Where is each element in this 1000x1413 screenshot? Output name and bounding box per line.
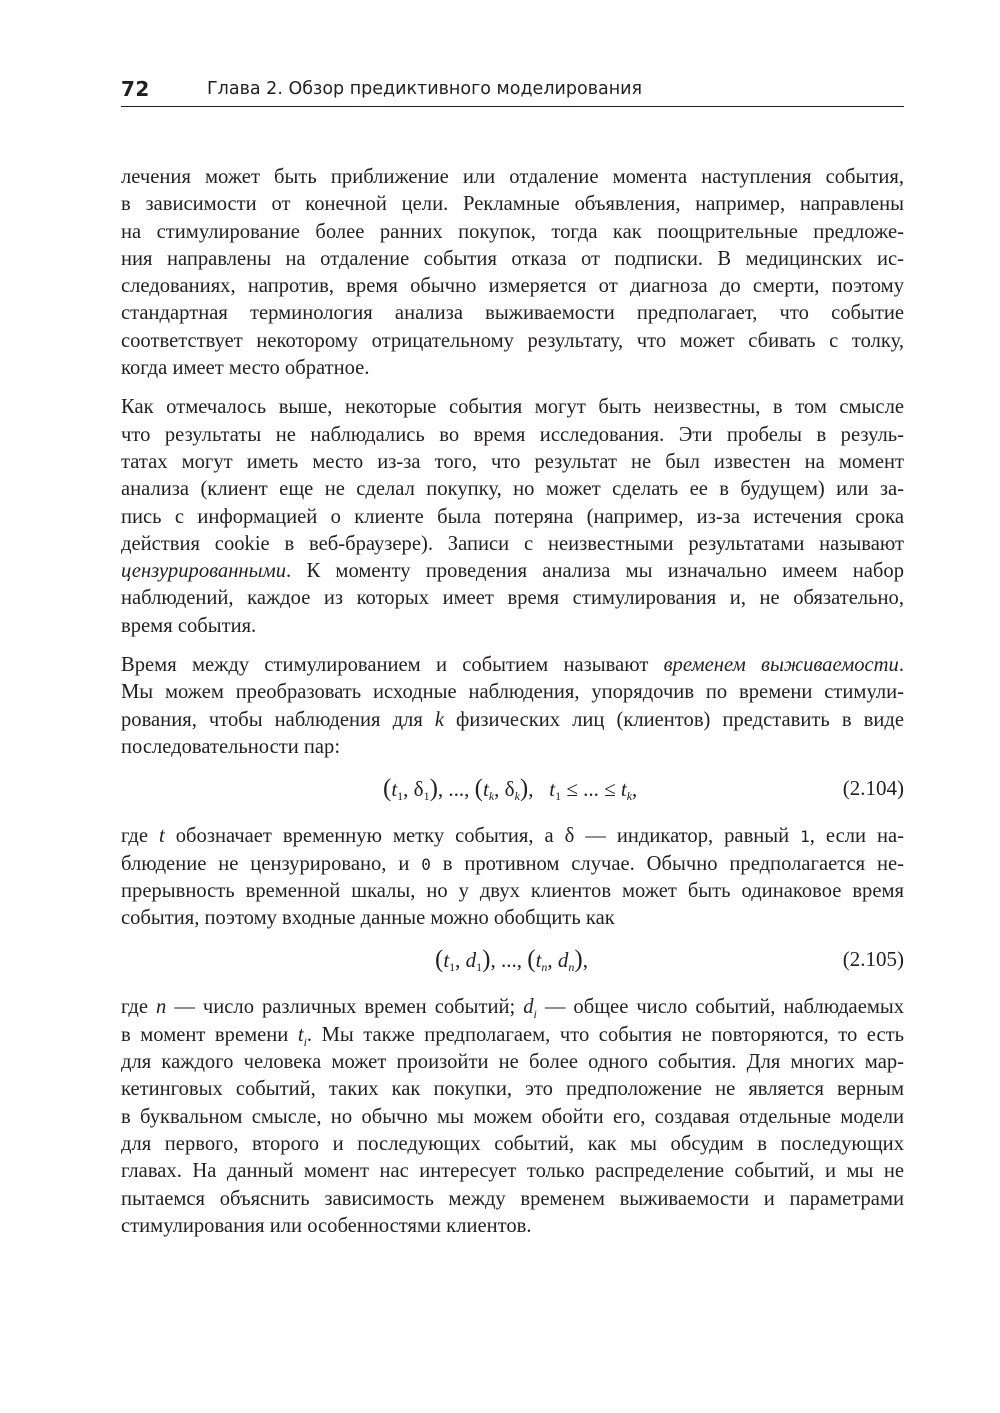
paragraph-5 [121,994,904,1240]
term-censored: цензурированными [121,560,287,583]
text-line: главах. На данный момент нас интересует только распределение событий, и мы не [121,1160,904,1183]
text-line: цензурированными. К моменту проведения анализа мы изначально имеем набор [121,560,904,583]
body-text [121,164,904,1240]
text-line: когда имеет место обратное. [121,357,370,380]
text-line: наблюдений, каждое из которых имеет время стимулирования и, не обязательно, [121,587,904,610]
text-line: действия cookie в веб-браузере). Записи с неизвестными результатами называют [121,532,904,555]
text-line: в зависимости от конечной цели. Рекламные объявления, например, направлены [121,193,904,216]
chapter-title: Глава 2. Обзор предиктивного моделирования [207,79,643,99]
text-line: соответствует некоторому отрицательному результату, что может сбивать с толку, [121,329,904,352]
running-header [121,74,904,107]
text-line: стандартная терминология анализа выживаемости предполагает, что событие [121,302,904,325]
equation-number: (2.104) [842,776,904,801]
text-line: Время между стимулированием и событием называют временем выживаемости. [121,654,904,677]
paragraph-1 [121,164,904,382]
page-number: 72 [121,77,150,101]
equation-formula: ($t_1$, $d_1$), ..., ($t_n$, $d_n$), [435,946,588,975]
text-line: Как отмечалось выше, некоторые события могут быть неизвестны, в том смысле [121,396,904,419]
text-line: рования, чтобы наблюдения для k физических лиц (клиентов) представить в виде [121,708,904,731]
text-line: пытаемся объяснить зависимость между временем выживаемости и параметрами [121,1187,904,1210]
text-line: пись с информацией о клиенте была потеряна (например, из-за истечения срока [121,505,904,528]
text-line: татах могут иметь место из-за того, что результат не был известен на момент [121,450,904,473]
text-line: лечения может быть приближение или отдаление момента наступления события, [121,166,904,188]
text-line: события, поэтому входные данные можно обобщить как [121,907,615,930]
equation-2-105 [121,932,904,994]
text-line: кетинговых событий, таких как покупки, это предположение не является верным [121,1078,904,1101]
text-line: последовательности пар: [121,735,341,758]
text-line: где n — число различных времен событий; $d_i$ — общее число событий, наблюдаемых [121,996,904,1022]
term-survival-time: временем выживаемости [663,654,899,677]
text-line: следованиях, напротив, время обычно измеряется от диагноза до смерти, поэтому [121,275,904,298]
variable-k: k [434,708,444,731]
text-line: что результаты не наблюдались во время исследования. Эти пробелы в резуль- [121,423,904,446]
text-line: анализа (клиент еще не сделал покупку, но может сделать ее в будущем) или за- [121,478,904,501]
paragraph-3 [121,652,904,761]
text-line: для первого, второго и последующих событий, как мы обсудим в последующих [121,1132,904,1155]
text-line: ния направлены на отдаление события отказа от подписки. В медицинских ис- [121,247,904,270]
text-line: в момент времени $t_i$. Мы также предполагаем, что события не повторяются, то есть [121,1023,904,1049]
text-line: время события. [121,614,257,637]
equation-formula: ($t_1$, $\delta_1$), ..., ($t_k$, $\delta_k$), $t_1$ ≤ ... ≤ $t_k$, [383,775,638,804]
text-line: в буквальном смысле, но обычно мы можем обойти его, создавая отдельные модели [121,1105,904,1128]
text-line: блюдение не цензурировано, и 0 в противном случае. Обычно предполагается не- [121,852,905,875]
text-line: Мы можем преобразовать исходные наблюдения, упорядочив по времени стимули- [121,681,904,704]
text-line: на стимулирование более ранних покупок, тогда как поощрительные предложе- [121,220,904,243]
paragraph-4 [121,823,904,932]
equation-number: (2.105) [842,947,904,972]
text-line: для каждого человека может произойти не более одного события. Для многих мар- [121,1051,904,1074]
text-line: стимулирования или особенностями клиентов. [121,1214,532,1237]
text-line: где t обозначает временную метку события, а δ — индикатор, равный 1, если на- [121,825,905,848]
text-line: прерывность временной шкалы, но у двух клиентов может быть одинаковое время [121,879,904,902]
equation-2-104 [121,761,904,823]
paragraph-2 [121,394,904,640]
